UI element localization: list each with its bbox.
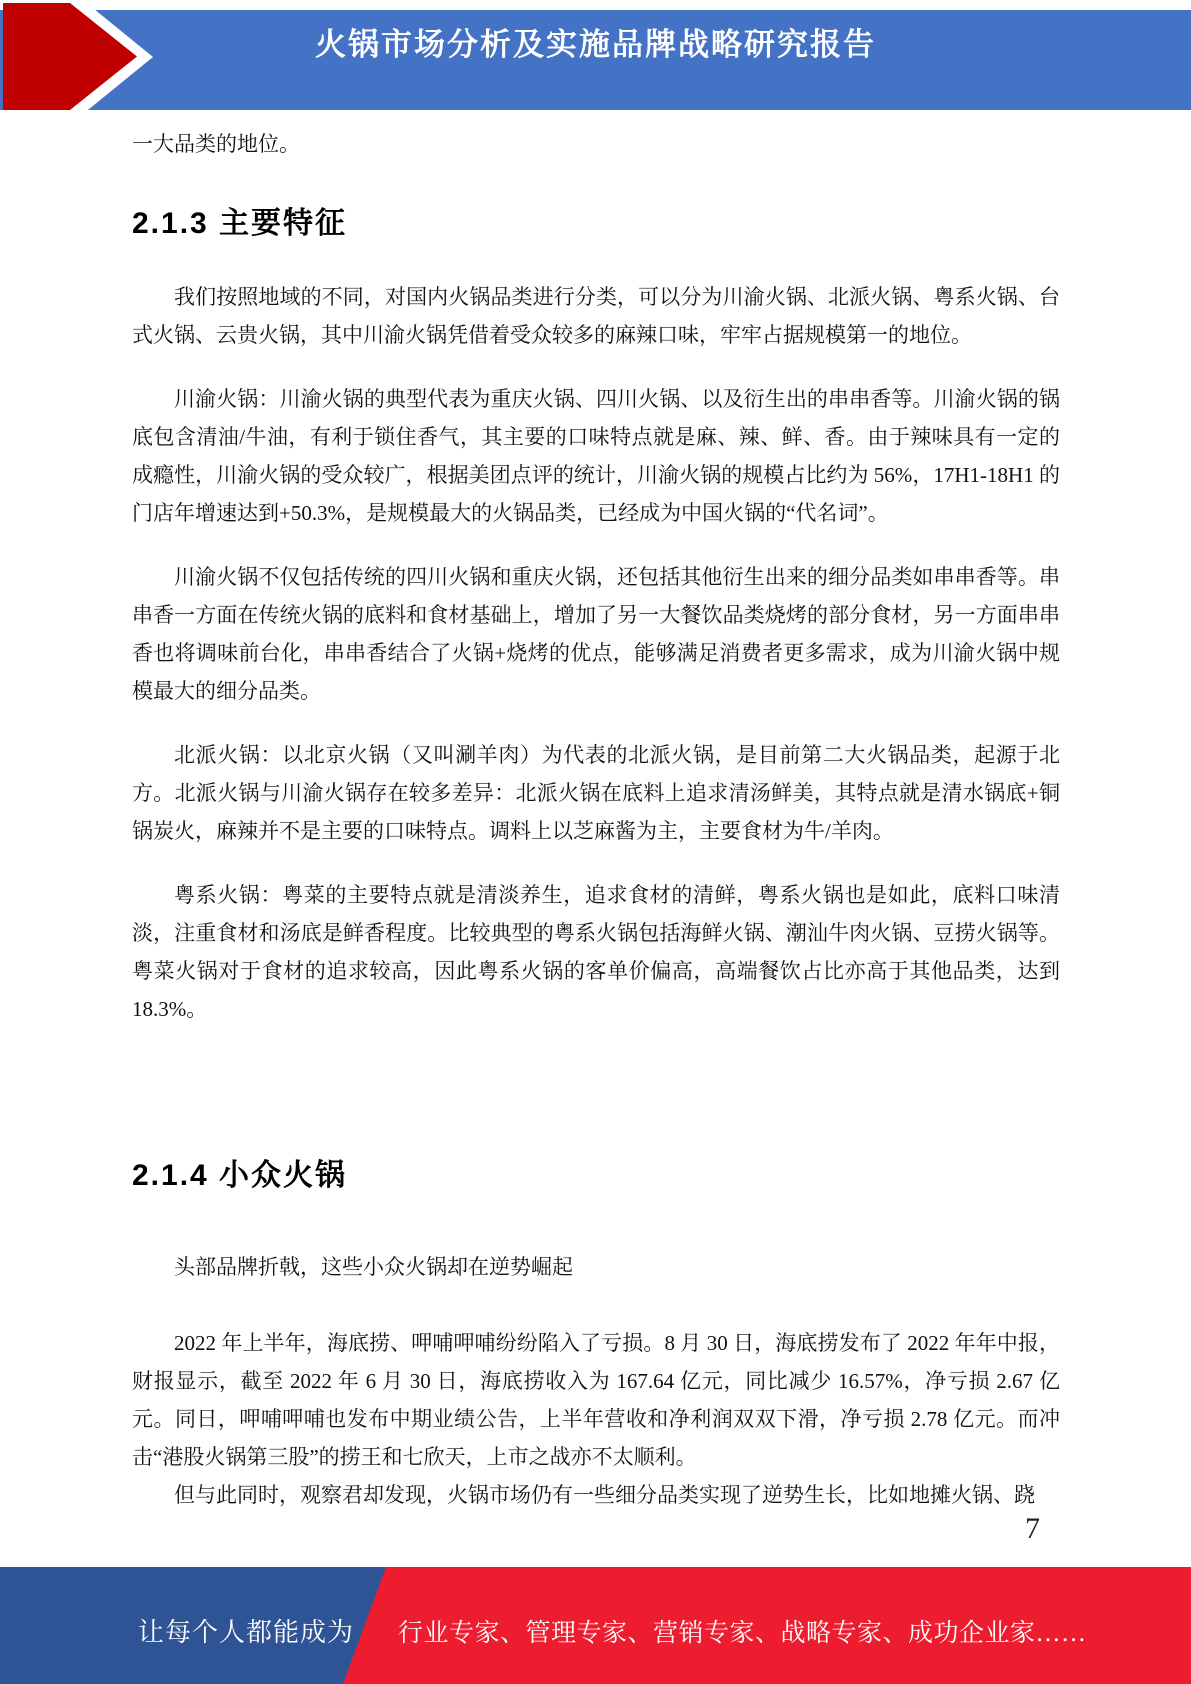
paragraph: 北派火锅：以北京火锅（又叫涮羊肉）为代表的北派火锅，是目前第二大火锅品类，起源于北方。北派火锅与川渝火锅存在较多差异：北派火锅在底料上追求清汤鲜美，其特点就是清水锅底+铜锅炭火，麻辣并不是主要的口味特点。调料上以芝麻酱为主，主要食材为牛/羊肉。 bbox=[132, 743, 1060, 843]
footer-slogan-left: 让每个人都能成为 bbox=[138, 1618, 355, 1647]
header-banner bbox=[0, 0, 1191, 130]
document-body bbox=[132, 128, 1060, 1514]
section-subtitle: 头部品牌折戟，这些小众火锅却在逆势崛起 bbox=[174, 1255, 573, 1279]
paragraph: 2022 年上半年，海底捞、呷哺呷哺纷纷陷入了亏损。8 月 30 日，海底捞发布了 2022 年年中报，财报显示，截至 2022 年 6 月 30 日，海底捞收入为 167.64 亿元，同比减少 16.57%，净亏损 2.67 亿元。同日，呷哺呷哺也发布中期业绩公告，上半年营收和净利润双双下滑，净亏损 2.78 亿元。而冲击“港股火锅第三股”的捞王和七欣天，上市之战亦不太顺利。 bbox=[132, 1331, 1060, 1469]
footer-band bbox=[0, 1567, 1191, 1684]
footer-slogan-right: 行业专家、管理专家、营销专家、战略专家、成功企业家…… bbox=[398, 1619, 1087, 1647]
paragraph: 川渝火锅：川渝火锅的典型代表为重庆火锅、四川火锅、以及衍生出的串串香等。川渝火锅的锅底包含清油/牛油，有利于锁住香气，其主要的口味特点就是麻、辣、鲜、香。由于辣味具有一定的成瘾性，川渝火锅的受众较广，根据美团点评的统计，川渝火锅的规模占比约为 56%，17H1-18H1 的门店年增速达到+50.3%，是规模最大的火锅品类，已经成为中国火锅的“代名词”。 bbox=[132, 387, 1060, 525]
page-number: 7 bbox=[1025, 1512, 1040, 1545]
carryover-line: 一大品类的地位。 bbox=[132, 132, 300, 156]
paragraph: 我们按照地域的不同，对国内火锅品类进行分类，可以分为川渝火锅、北派火锅、粤系火锅、台式火锅、云贵火锅，其中川渝火锅凭借着受众较多的麻辣口味，牢牢占据规模第一的地位。 bbox=[132, 285, 1060, 347]
section-heading-214: 2.1.4 小众火锅 bbox=[132, 1159, 348, 1192]
section-heading-213: 2.1.3 主要特征 bbox=[132, 207, 348, 240]
paragraph: 但与此同时，观察君却发现，火锅市场仍有一些细分品类实现了逆势生长，比如地摊火锅、跷 bbox=[174, 1483, 1035, 1507]
paragraph: 粤系火锅：粤菜的主要特点就是清淡养生，追求食材的清鲜，粤系火锅也是如此，底料口味清淡，注重食材和汤底是鲜香程度。比较典型的粤系火锅包括海鲜火锅、潮汕牛肉火锅、豆捞火锅等。粤菜火锅对于食材的追求较高，因此粤系火锅的客单价偏高，高端餐饮占比亦高于其他品类，达到 18.3%。 bbox=[132, 883, 1060, 1021]
report-title: 火锅市场分析及实施品牌战略研究报告 bbox=[315, 27, 876, 62]
paragraph: 川渝火锅不仅包括传统的四川火锅和重庆火锅，还包括其他衍生出来的细分品类如串串香等。串串香一方面在传统火锅的底料和食材基础上，增加了另一大餐饮品类烧烤的部分食材，另一方面串串香也将调味前台化，串串香结合了火锅+烧烤的优点，能够满足消费者更多需求，成为川渝火锅中规模最大的细分品类。 bbox=[132, 565, 1060, 703]
